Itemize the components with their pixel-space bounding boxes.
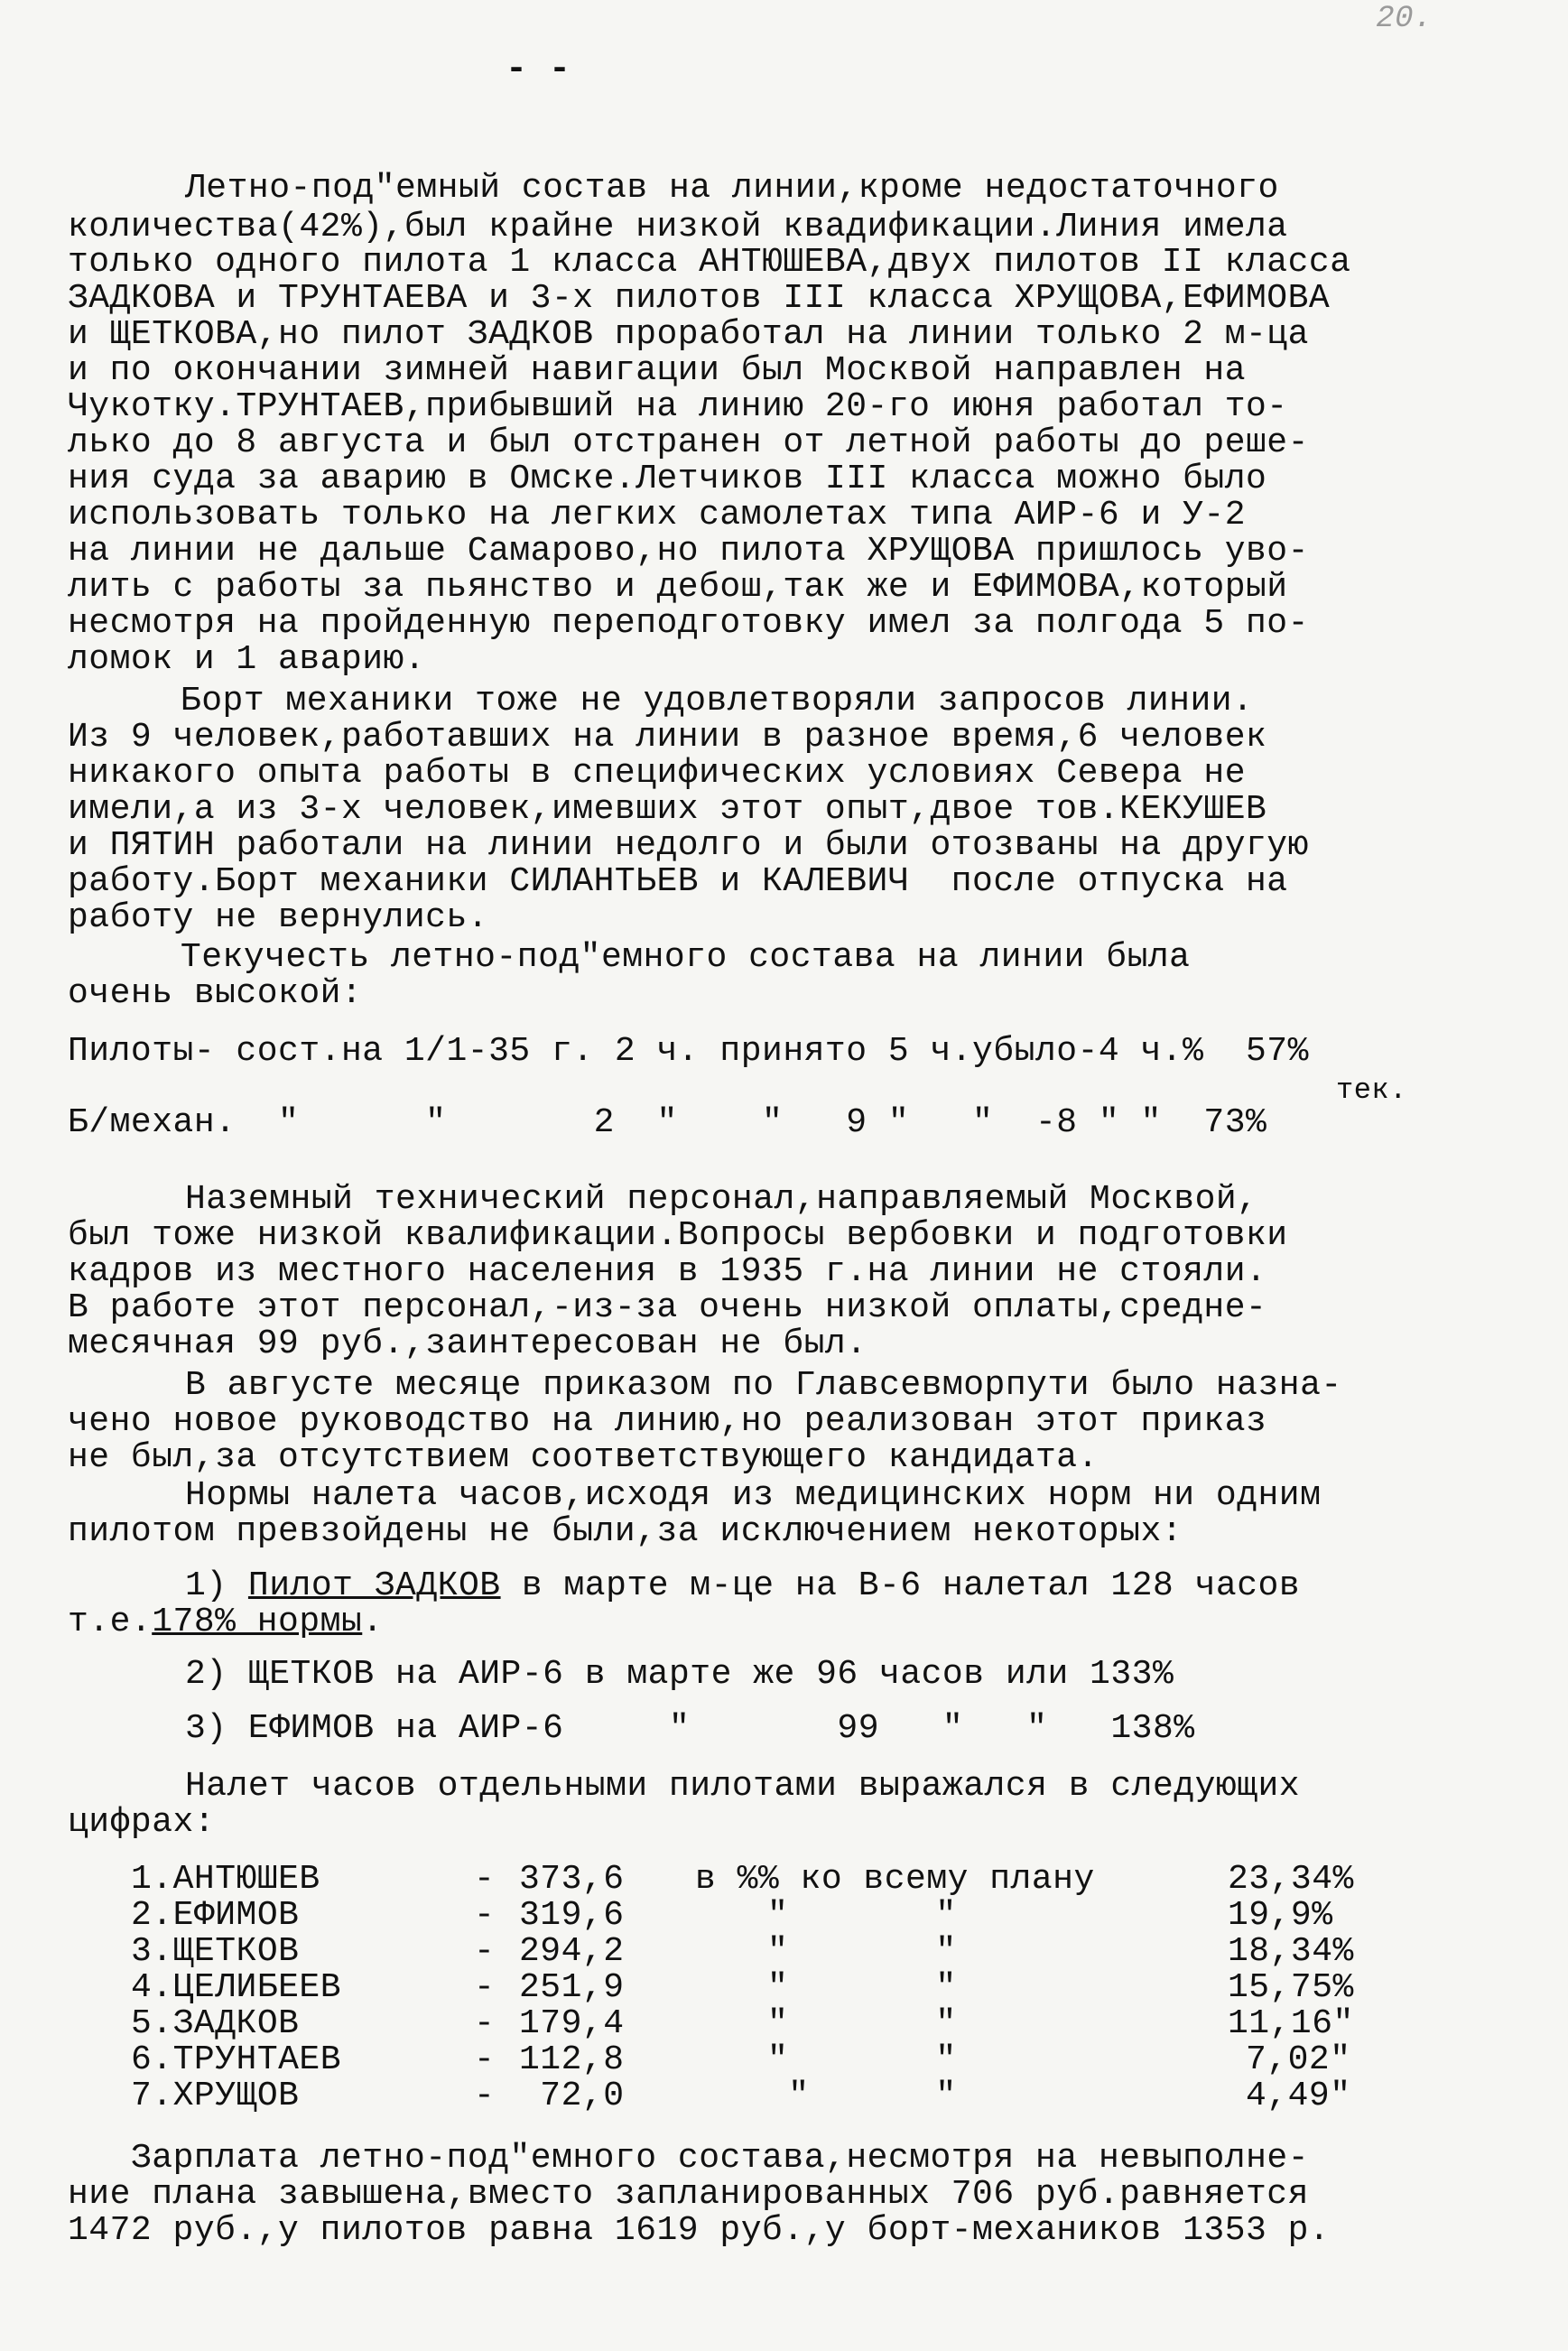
text-line: несмотря на пройденную переподготовку имел за полгода 5 по-: [68, 604, 1309, 643]
text-line: только одного пилота 1 класса АНТЮШЕВА,двух пилотов II класса: [68, 243, 1351, 282]
text-line: Чукотку.ТРУНТАЕВ,прибывший на линию 20-го июня работал то-: [68, 387, 1288, 426]
exception-item-3: 3) ЕФИМОВ на АИР-6 " 99 " " 138%: [185, 1709, 1195, 1748]
text-line: месячная 99 руб.,заинтересован не был.: [68, 1324, 868, 1363]
table-row: [0, 1860, 1568, 1899]
row-note: в %% ко всему плану: [695, 1860, 1095, 1899]
row-note: " ": [767, 1932, 957, 1971]
text-line: кадров из местного населения в 1935 г.на линии не стояли.: [68, 1252, 1267, 1291]
row-dash: -: [474, 1932, 496, 1971]
row-note: " ": [767, 2077, 957, 2115]
text-line: пилотом превзойдены не были,за исключением некоторых:: [68, 1512, 1183, 1551]
text-line: Зарплата летно-под"емного состава,несмотря на невыполне-: [131, 2139, 1310, 2178]
pilot-name: 3.ЩЕТКОВ: [131, 1932, 300, 1971]
text-line: работу.Борт механики СИЛАНТЬЕВ и КАЛЕВИЧ после отпуска на: [68, 862, 1288, 901]
text-line: Летно-под"емный состав на линии,кроме недостаточного: [185, 169, 1279, 208]
row-note: " ": [767, 1968, 957, 2007]
text-line: цифрах:: [68, 1803, 216, 1842]
pilot-name: 4.ЦЕЛИБЕЕВ: [131, 1968, 342, 2007]
table-row: [0, 1896, 1568, 1935]
pilot-hours: 294,2: [519, 1932, 625, 1971]
table-row: [0, 2077, 1568, 2113]
text-line: Из 9 человек,работавших на линии в разное время,6 человек: [68, 718, 1267, 757]
text-line: ние плана завышена,вместо запланированных 706 руб.равняется: [68, 2175, 1309, 2214]
pilot-name: 7.ХРУЩОВ: [131, 2077, 300, 2115]
pilot-percent: 11,16": [1228, 2004, 1354, 2043]
text-line: В работе этот персонал,-из-за очень низкой оплаты,средне-: [68, 1288, 1267, 1327]
table-row: [0, 1932, 1568, 1971]
text-line: использовать только на легких самолетах типа АИР-6 и У-2: [68, 496, 1247, 534]
row-note: " ": [767, 1896, 957, 1935]
text-line: Налет часов отдельными пилотами выражался в следующих: [185, 1767, 1301, 1806]
text-line: ломок и 1 аварию.: [68, 640, 426, 679]
text-line: Нормы налета часов,исходя из медицинских норм ни одним: [185, 1476, 1322, 1515]
text-line: чено новое руководство на линию,но реализован этот приказ: [68, 1402, 1267, 1441]
table-row: [0, 1968, 1568, 2007]
pilot-percent: 15,75%: [1228, 1968, 1354, 2007]
text-line: и ПЯТИН работали на линии недолго и были отозваны на другую: [68, 826, 1309, 865]
row-note: " ": [767, 2040, 957, 2079]
text-line: был тоже низкой квалификации.Вопросы вербовки и подготовки: [68, 1216, 1288, 1255]
row-dash: -: [474, 2004, 496, 2043]
pilot-percent: 23,34%: [1228, 1860, 1354, 1899]
text-line: работу не вернулись.: [68, 898, 489, 937]
page-number: - -: [506, 50, 571, 90]
pilot-percent: 7,02": [1246, 2040, 1351, 2079]
pilot-hours: 319,6: [519, 1896, 625, 1935]
text-line: Текучесть летно-под"емного состава на линии была: [117, 938, 1191, 977]
row-dash: -: [474, 2077, 496, 2115]
row-dash: -: [474, 1968, 496, 2007]
text-line: имели,а из 3-х человек,имевших этот опыт,двое тов.КЕКУШЕВ: [68, 790, 1267, 829]
turnover-row-pilots: Пилоты- сост.на 1/1-35 г. 2 ч. принято 5 ч.убыло-4 ч.% 57%: [68, 1032, 1309, 1071]
pilot-hours: 179,4: [519, 2004, 625, 2043]
pilot-percent: 19,9%: [1228, 1896, 1333, 1935]
text-line: никакого опыта работы в специфических условиях Севера не: [68, 754, 1247, 793]
text-line: и ЩЕТКОВА,но пилот ЗАДКОВ проработал на линии только 2 м-ца: [68, 315, 1309, 354]
text-line: ЗАДКОВА и ТРУНТАЕВА и 3-х пилотов III класса ХРУЩОВА,ЕФИМОВА: [68, 279, 1331, 318]
text-line: В августе месяце приказом по Главсевморпути было назна-: [185, 1366, 1342, 1405]
exception-item-1-cont: т.е.178% нормы.: [68, 1603, 384, 1641]
text-line: ния суда за аварию в Омске.Летчиков III класса можно было: [68, 460, 1267, 498]
text-line: не был,за отсутствием соответствующего кандидата.: [68, 1438, 1099, 1477]
turnover-tek-label: тек.: [1336, 1073, 1407, 1107]
exception-pilot-name: Пилот ЗАДКОВ: [247, 1566, 501, 1605]
table-row: [0, 2040, 1568, 2077]
text-line: лько до 8 августа и был отстранен от летной работы до реше-: [68, 423, 1309, 462]
pilot-hours: 112,8: [519, 2040, 625, 2079]
text-line: количества(42%),был крайне низкой квадификации.Линия имела: [68, 208, 1288, 246]
text-line: лить с работы за пьянство и дебош,так же и ЕФИМОВА,который: [68, 568, 1288, 607]
archive-page-mark: 20.: [1376, 2, 1433, 36]
turnover-row-mechanics: Б/механ. " " 2 " " 9 " " -8 " " 73%: [68, 1103, 1267, 1142]
text-line: Наземный технический персонал,направляемый Москвой,: [185, 1180, 1258, 1219]
row-dash: -: [474, 1860, 496, 1899]
text-line: на линии не дальше Самарово,но пилота ХРУЩОВА пришлось уво-: [68, 532, 1309, 571]
text-line: Борт механики тоже не удовлетворяли запросов линии.: [117, 682, 1254, 720]
pilot-name: 1.АНТЮШЕВ: [131, 1860, 320, 1899]
pilot-hours: 373,6: [519, 1860, 625, 1899]
text-line: и по окончании зимней навигации был Москвой направлен на: [68, 351, 1247, 390]
pilot-name: 6.ТРУНТАЕВ: [131, 2040, 342, 2079]
exception-item-1: 1) Пилот ЗАДКОВ в марте м-це на В-6 налетал 128 часов: [185, 1566, 1301, 1605]
row-dash: -: [474, 2040, 496, 2079]
pilot-hours: 72,0: [519, 2077, 625, 2115]
text-line: очень высокой:: [68, 974, 363, 1013]
pilot-hours: 251,9: [519, 1968, 625, 2007]
exception-item-2: 2) ЩЕТКОВ на АИР-6 в марте же 96 часов или 133%: [185, 1655, 1174, 1694]
pilot-percent: 4,49": [1246, 2077, 1351, 2115]
pilot-percent: 18,34%: [1228, 1932, 1354, 1971]
row-dash: -: [474, 1896, 496, 1935]
row-note: " ": [767, 2004, 957, 2043]
text-line: 1472 руб.,у пилотов равна 1619 руб.,у борт-механиков 1353 р.: [68, 2211, 1331, 2250]
table-row: [0, 2004, 1568, 2043]
pilot-name: 5.ЗАДКОВ: [131, 2004, 300, 2043]
pilot-name: 2.ЕФИМОВ: [131, 1896, 300, 1935]
